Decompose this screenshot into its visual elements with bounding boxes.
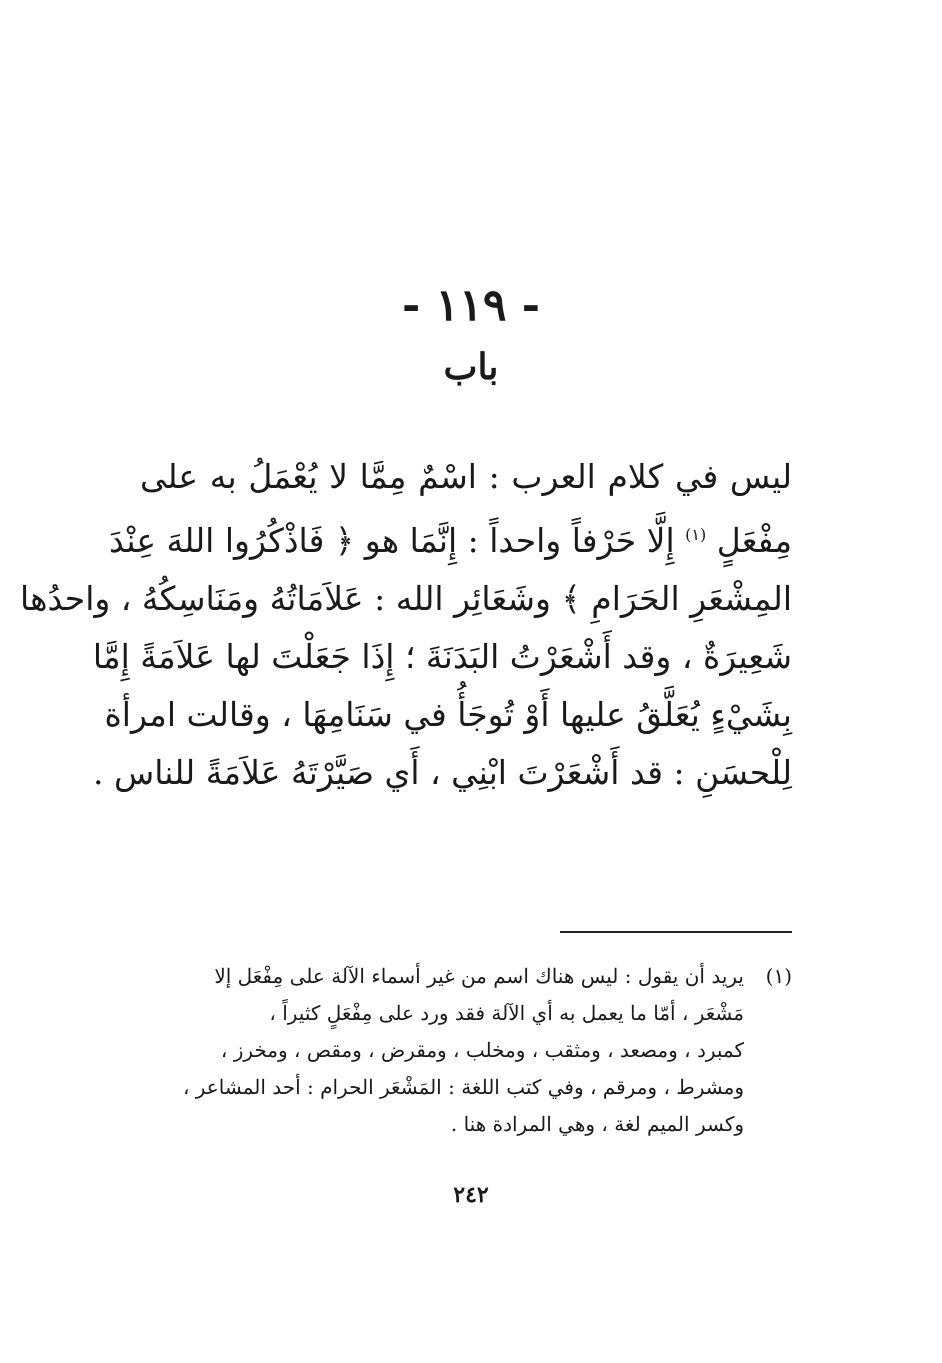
footnote-line: ومشرط ، ومرقم ، وفي كتب اللغة : المَشْعَر الحرام : أحد المشاعر ، [182, 1075, 744, 1099]
footnote-text [112, 958, 744, 1143]
main-text-word: مِفْعَلٍ [716, 521, 792, 560]
main-text-line: المِشْعَرِ الحَرَامِ ﴾ وشَعَائِر الله : عَلاَمَاتُهُ ومَنَاسِكُهُ ، واحدُها [20, 579, 792, 618]
footnotes [112, 958, 792, 1143]
main-text-line: لِلْحسَنِ : قد أَشْعَرْتَ ابْنِي ، أَي صَيَّرْتَهُ عَلاَمَةً للناس . [92, 753, 792, 792]
main-text-word: إِلَّا حَرْفاً واحداً : إِنَّمَا هو ﴿ فَاذْكُرُوا اللهَ عِنْدَ [109, 521, 675, 560]
main-text-line: ليس في كلام العرب : اسْمٌ مِمَّا لا يُعْمَلُ به على [140, 457, 792, 496]
main-text-line [109, 506, 792, 570]
footnote-line: مَشْعَر ، أمّا ما يعمل به أي الآلة فقد ورد على مِفْعَلٍ كثيراً ، [269, 1001, 744, 1025]
main-text-line: شَعِيرَةٌ ، وقد أَشْعَرْتُ البَدَنَةَ ؛ إِذَا جَعَلْتَ لها عَلاَمَةً إِمَّا [92, 637, 792, 676]
main-text-line: بِشَيْءٍ يُعَلَّقُ عليها أَوْ تُوجَأُ في سَنَامِهَا ، وقالت امرأة [104, 695, 792, 734]
footnote [112, 958, 792, 1143]
page-number: ٢٤٢ [453, 1182, 489, 1208]
footnote-marker: (١) [765, 964, 792, 988]
chapter-number: - ١١٩ - [401, 280, 541, 331]
footnote-line: كمبرد ، ومصعد ، ومثقب ، ومخلب ، ومقرض ، ومقص ، ومخرز ، [220, 1038, 744, 1062]
chapter-title: باب [443, 346, 499, 388]
main-text [20, 448, 792, 802]
footnote-divider [560, 931, 792, 933]
footnote-reference: (١) [685, 525, 707, 544]
footnote-line: وكسر الميم لغة ، وهي المرادة هنا . [450, 1112, 744, 1136]
footnote-line: يريد أن يقول : ليس هناك اسم من غير أسماء الآلة على مِفْعَل إلا [214, 964, 744, 988]
